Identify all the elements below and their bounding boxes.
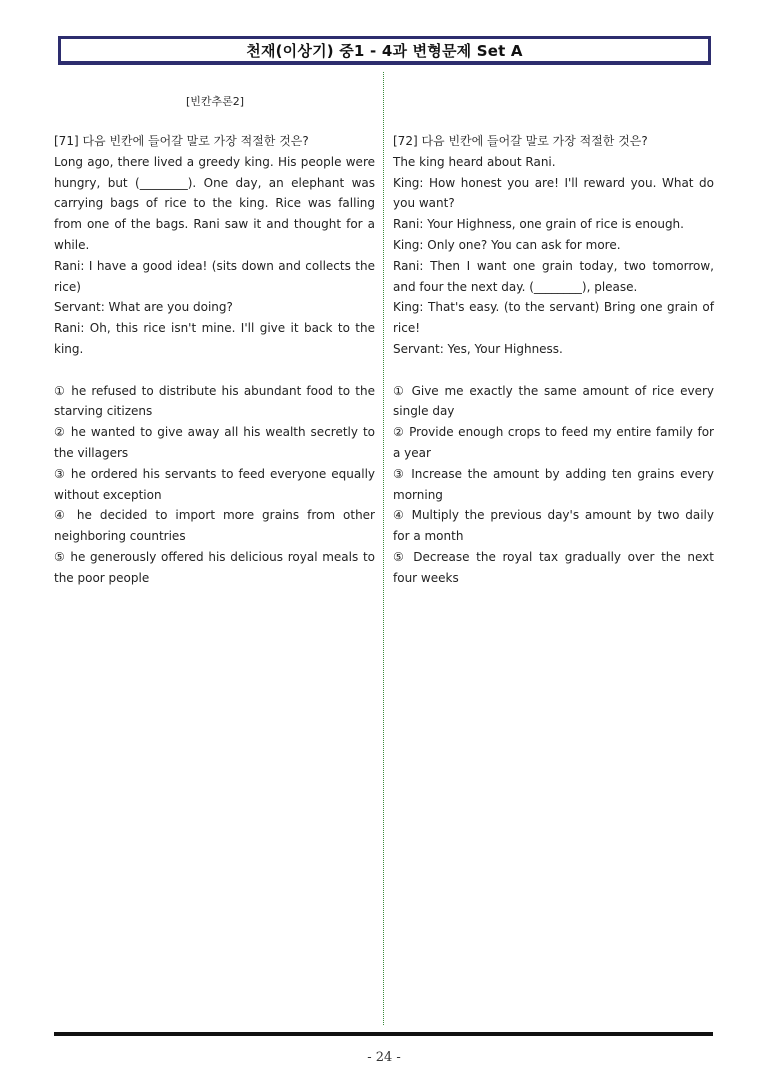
page-number: - 24 - [367,1050,401,1065]
question-71-passage-1: Long ago, there lived a greedy king. His people were hungry, but (________). One day, an elephant was carrying bags of rice to the king. Rice was falling from one of the bags. Rani saw it and thought for a while. [54,154,375,252]
question-72-option-4: ④ Multiply the previous day's amount by two daily for a month [393,508,714,544]
question-71 [54,131,375,589]
question-72-passage-5: Rani: Then I want one grain today, two tomorrow, and four the next day. (________), please. [393,258,714,294]
page-title: 천재(이상기) 중1 - 4과 변형문제 Set A [246,41,523,60]
question-72-passage-4: King: Only one? You can ask for more. [393,237,621,252]
question-71-prompt: [71] 다음 빈칸에 들어갈 말로 가장 적절한 것은? [54,134,309,148]
question-71-option-3: ③ he ordered his servants to feed everyone equally without exception [54,466,375,502]
question-71-option-1: ① he refused to distribute his abundant food to the starving citizens [54,383,375,419]
question-71-option-2: ② he wanted to give away all his wealth secretly to the villagers [54,425,375,460]
question-72-option-3: ③ Increase the amount by adding ten grains every morning [393,466,714,502]
title-box [58,36,711,65]
question-72-option-1: ① Give me exactly the same amount of rice every single day [393,383,714,419]
question-72-passage-6: King: That's easy. (to the servant) Bring one grain of rice! [393,300,714,336]
question-71-option-5: ⑤ he generously offered his delicious royal meals to the poor people [54,549,375,585]
question-72-passage-2: King: How honest you are! I'll reward you. What do you want? [393,175,714,211]
section-label: [빈칸추론2] [186,95,245,108]
footer-rule [54,1032,713,1036]
question-72 [393,131,714,589]
question-72-prompt: [72] 다음 빈칸에 들어갈 말로 가장 적절한 것은? [393,134,648,148]
column-divider [383,72,384,1025]
question-71-passage-3: Servant: What are you doing? [54,300,233,315]
question-72-option-2: ② Provide enough crops to feed my entire family for a year [393,425,714,460]
question-72-option-5: ⑤ Decrease the royal tax gradually over the next four weeks [393,549,714,585]
question-71-passage-4: Rani: Oh, this rice isn't mine. I'll give it back to the king. [54,321,375,356]
question-72-passage-3: Rani: Your Highness, one grain of rice is enough. [393,217,684,232]
question-71-option-4: ④ he decided to import more grains from other neighboring countries [54,508,375,544]
question-71-passage-2: Rani: I have a good idea! (sits down and collects the rice) [54,258,375,294]
question-72-passage-1: The king heard about Rani. [393,154,556,169]
question-72-passage-7: Servant: Yes, Your Highness. [393,341,563,356]
